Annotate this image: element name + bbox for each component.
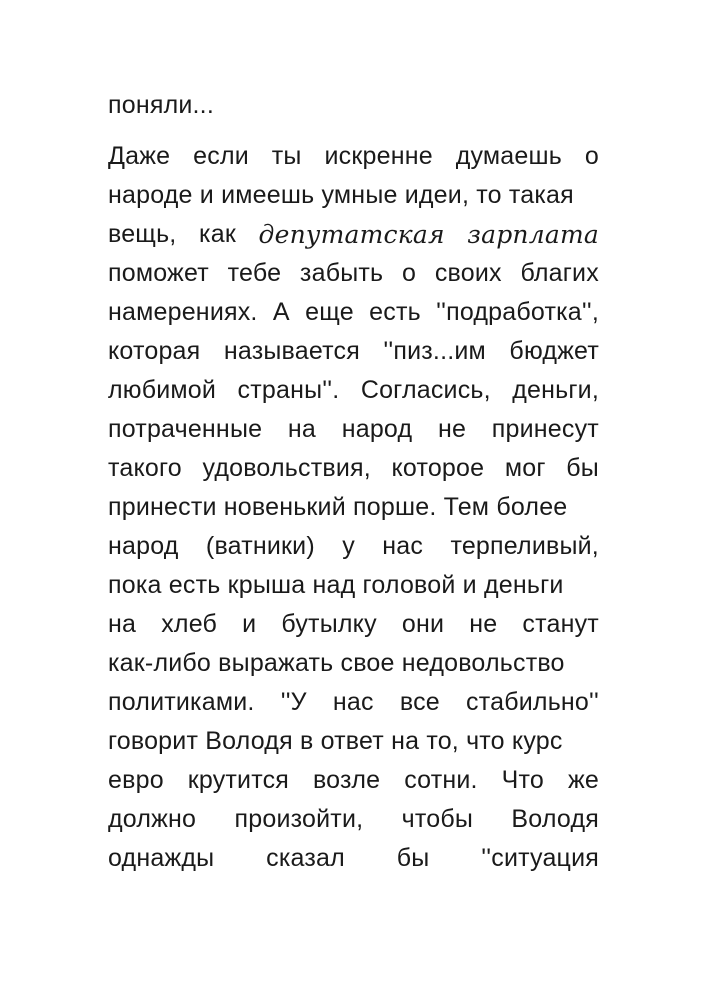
word: Володя: [511, 805, 599, 833]
word: благих: [520, 259, 599, 287]
paragraph-line: [108, 293, 599, 332]
word: ''подработка'',: [436, 298, 599, 326]
paragraph-line: [108, 215, 599, 254]
paragraph-line: [108, 371, 599, 410]
word: удовольствия,: [202, 454, 371, 482]
word: любимой: [108, 376, 217, 404]
paragraph-line: [108, 449, 599, 488]
word: бы: [566, 454, 599, 482]
word: бюджет: [509, 337, 599, 365]
paragraph-line: [108, 800, 599, 839]
paragraph-line: как-либо выражать свое недовольство: [108, 649, 565, 677]
word: ''пиз...им: [383, 337, 486, 365]
word: Что: [501, 766, 544, 794]
word: все: [399, 688, 440, 716]
word: потраченные: [108, 415, 263, 443]
word: мог: [504, 454, 546, 482]
word: чтобы: [401, 805, 474, 833]
word: они: [401, 610, 445, 638]
word: народ: [108, 532, 179, 560]
word: у: [342, 532, 355, 560]
word: если: [193, 142, 249, 170]
word: бы: [396, 844, 430, 872]
paragraph-line: [108, 761, 599, 800]
word: тебе: [227, 259, 282, 287]
word: поможет: [108, 259, 209, 287]
word: думаешь: [455, 142, 562, 170]
word: политиками.: [108, 688, 255, 716]
word: возле: [312, 766, 381, 794]
intro-line: поняли...: [108, 91, 214, 119]
word: которая: [108, 337, 201, 365]
word: депутатская: [258, 220, 445, 249]
word: принесут: [491, 415, 599, 443]
word: своих: [434, 259, 502, 287]
word: не: [437, 415, 467, 443]
word: должно: [108, 805, 197, 833]
paragraph-line: [108, 527, 599, 566]
paragraph-line: принести новенький порше. Тем более: [108, 493, 568, 521]
word: зарплата: [467, 220, 599, 249]
word: народ: [341, 415, 413, 443]
paragraph-line: народе и имеешь умные идеи, то такая: [108, 181, 574, 209]
word: искренне: [324, 142, 433, 170]
word: на: [108, 610, 137, 638]
word: евро: [108, 766, 164, 794]
paragraph-line: [108, 839, 599, 878]
word: терпеливый,: [450, 532, 599, 560]
word: деньги,: [512, 376, 599, 404]
word: станут: [522, 610, 599, 638]
word: А: [272, 298, 290, 326]
word: ''ситуация: [481, 844, 599, 872]
word: на: [287, 415, 317, 443]
word: которое: [391, 454, 485, 482]
paragraph-line: говорит Володя в ответ на то, что курс: [108, 727, 563, 755]
paragraph-line: [108, 137, 599, 176]
word: ты: [271, 142, 302, 170]
paragraph-line: [108, 254, 599, 293]
word: еще: [305, 298, 354, 326]
paragraph-line: [108, 683, 599, 722]
word: стабильно'': [466, 688, 599, 716]
word: есть: [369, 298, 421, 326]
word: о: [402, 259, 417, 287]
word: ''У: [280, 688, 307, 716]
body-paragraph: [108, 137, 599, 878]
word: как: [199, 220, 236, 248]
paragraph-line: [108, 332, 599, 371]
word: нас: [382, 532, 424, 560]
word: (ватники): [205, 532, 315, 560]
word: крутится: [187, 766, 290, 794]
word: и: [242, 610, 257, 638]
word: нас: [332, 688, 374, 716]
paragraph-line: пока есть крыша над головой и деньги: [108, 571, 564, 599]
word: такого: [108, 454, 182, 482]
word: о: [584, 142, 599, 170]
word: произойти,: [234, 805, 364, 833]
paragraph-line: [108, 605, 599, 644]
word: однажды: [108, 844, 215, 872]
intro-text: [108, 86, 599, 125]
word: Согласись,: [360, 376, 491, 404]
paragraph-line: [108, 410, 599, 449]
word: сотни.: [404, 766, 478, 794]
word: же: [567, 766, 599, 794]
word: бутылку: [281, 610, 377, 638]
word: намерениях.: [108, 298, 258, 326]
word: вещь,: [108, 220, 177, 248]
word: Даже: [108, 142, 171, 170]
word: сказал: [266, 844, 345, 872]
word: не: [469, 610, 498, 638]
word: забыть: [299, 259, 384, 287]
word: называется: [223, 337, 360, 365]
word: хлеб: [161, 610, 218, 638]
word: страны''.: [237, 376, 340, 404]
